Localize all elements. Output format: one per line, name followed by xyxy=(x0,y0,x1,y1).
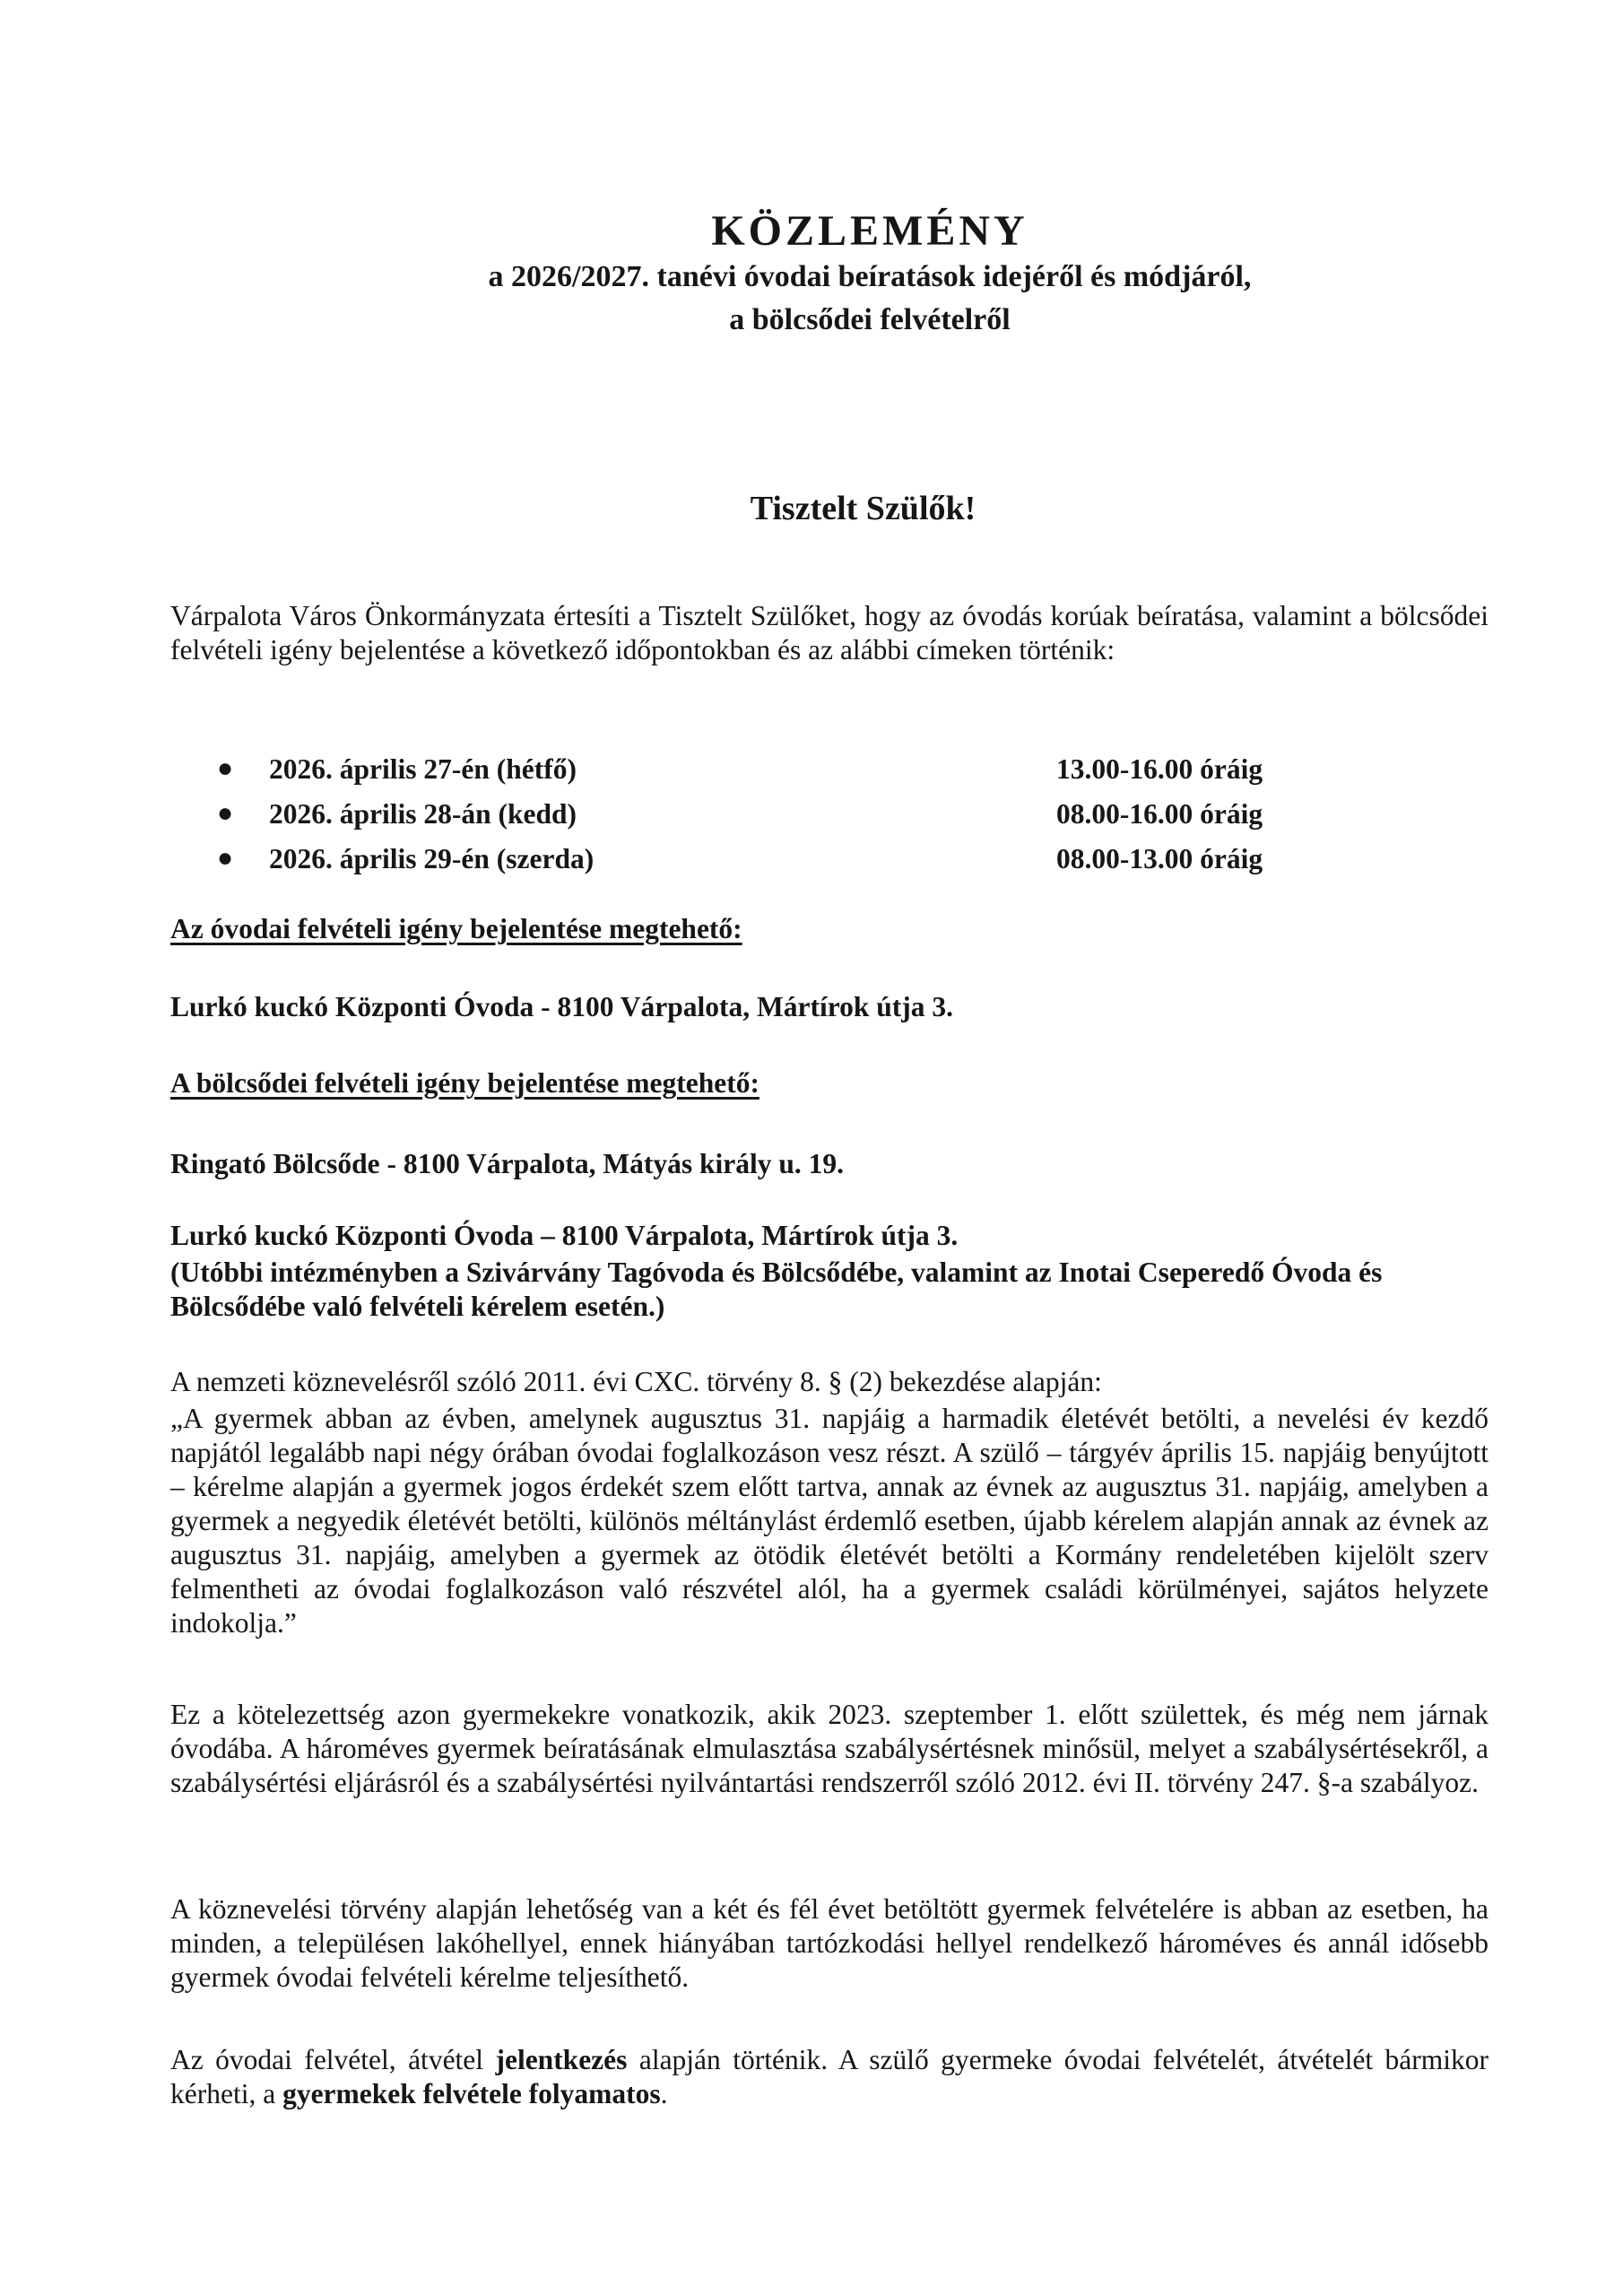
admission-bold-2: gyermekek felvétele folyamatos xyxy=(282,2078,661,2109)
nursery-heading: A bölcsődei felvételi igény bejelentése megtehető: xyxy=(170,1067,759,1099)
schedule-item xyxy=(170,843,1327,888)
schedule-date: 2026. április 28-án (kedd) xyxy=(269,798,577,830)
schedule-item xyxy=(170,753,1327,798)
schedule-list xyxy=(170,753,1327,888)
bullet-icon: ● xyxy=(217,753,234,783)
law-intro: A nemzeti köznevelésről szóló 2011. évi CXC. törvény 8. § (2) bekezdése alapján: xyxy=(170,1366,1102,1397)
admission-paragraph xyxy=(170,2043,1488,2111)
admission-text-2: alapján történik. A szülő gyermeke óvodai felvételét, átvételét bármikor kérheti, a xyxy=(170,2044,1488,2109)
kindergarten-address: Lurkó kuckó Központi Óvoda - 8100 Várpalota, Mártírok útja 3. xyxy=(170,991,954,1022)
nursery-note: (Utóbbi intézményben a Szivárvány Tagóvoda és Bölcsődébe, valamint az Inotai Cseperedő Óvoda és Bölcsődébe való felvételi kérelem esetén.) xyxy=(170,1257,1383,1322)
subtitle-line-1: a 2026/2027. tanévi óvodai beíratások idejéről és módjáról, xyxy=(488,259,1252,293)
bullet-icon: ● xyxy=(217,798,234,828)
schedule-item xyxy=(170,798,1327,843)
schedule-time: 08.00-13.00 óráig xyxy=(1056,843,1263,874)
admission-text-3: . xyxy=(660,2078,668,2109)
bullet-icon: ● xyxy=(217,843,234,873)
admission-text-1: Az óvodai felvétel, átvétel xyxy=(170,2044,496,2075)
subtitle-line-2: a bölcsődei felvételről xyxy=(729,302,1011,336)
nursery-address-1: Ringató Bölcsőde - 8100 Várpalota, Mátyás király u. 19. xyxy=(170,1148,845,1179)
intro-paragraph: Várpalota Város Önkormányzata értesíti a Tisztelt Szülőket, hogy az óvodás korúak beíratása, valamint a bölcsődei felvételi igény bejelentése a következő időpontokban és az alábbi címeken történik: xyxy=(170,600,1488,665)
obligation-paragraph: Ez a kötelezettség azon gyermekekre vonatkozik, akik 2023. szeptember 1. előtt születtek, és még nem járnak óvodába. A hároméves gyermek beíratásának elmulasztása szabálysértésnek minősül, melyet a szabálysértésekről, a szabálysértési eljárásról és a szabálysértési nyilvántartási rendszerről szóló 2012. évi II. törvény 247. §-a szabályoz. xyxy=(170,1699,1488,1798)
kindergarten-heading: Az óvodai felvételi igény bejelentése megtehető: xyxy=(170,913,742,944)
document-title: KÖZLEMÉNY xyxy=(711,207,1028,255)
admission-bold-1: jelentkezés xyxy=(495,2044,628,2075)
nursery-address-2: Lurkó kuckó Központi Óvoda – 8100 Várpalota, Mártírok útja 3. xyxy=(170,1220,959,1251)
greeting: Tisztelt Szülők! xyxy=(750,490,976,527)
header xyxy=(0,208,1623,342)
law-quote: „A gyermek abban az évben, amelynek augusztus 31. napjáig a harmadik életévét betölti, a nevelési év kezdő napjától legalább napi négy órában óvodai foglalkozáson vesz részt. A szülő – tárgyév április 15. napjáig benyújtott – kérelme alapján a gyermek jogos érdekét szem előtt tartva, annak az évnek az augusztus 31. napjáig, amelyben a gyermek a negyedik életévét betölti, különös méltánylást érdemlő esetben, újabb kérelem alapján annak az évnek az augusztus 31. napjáig, amelyben a gyermek az ötödik életévét betölti a Kormány rendeletében kijelölt szerv felmentheti az óvodai foglalkozáson való részvétel alól, ha a gyermek családi körülményei, sajátos helyzete indokolja.” xyxy=(170,1403,1488,1639)
schedule-date: 2026. április 29-én (szerda) xyxy=(269,843,595,874)
schedule-time: 08.00-16.00 óráig xyxy=(1056,798,1263,830)
schedule-date: 2026. április 27-én (hétfő) xyxy=(269,753,577,785)
schedule-time: 13.00-16.00 óráig xyxy=(1056,753,1263,785)
possibility-paragraph: A köznevelési törvény alapján lehetőség van a két és fél évet betöltött gyermek felvételére is abban az esetben, ha minden, a településen lakóhellyel, ennek hiányában tartózkodási hellyel rendelkező hároméves és annál idősebb gyermek óvodai felvételi kérelme teljesíthető. xyxy=(170,1893,1488,1993)
